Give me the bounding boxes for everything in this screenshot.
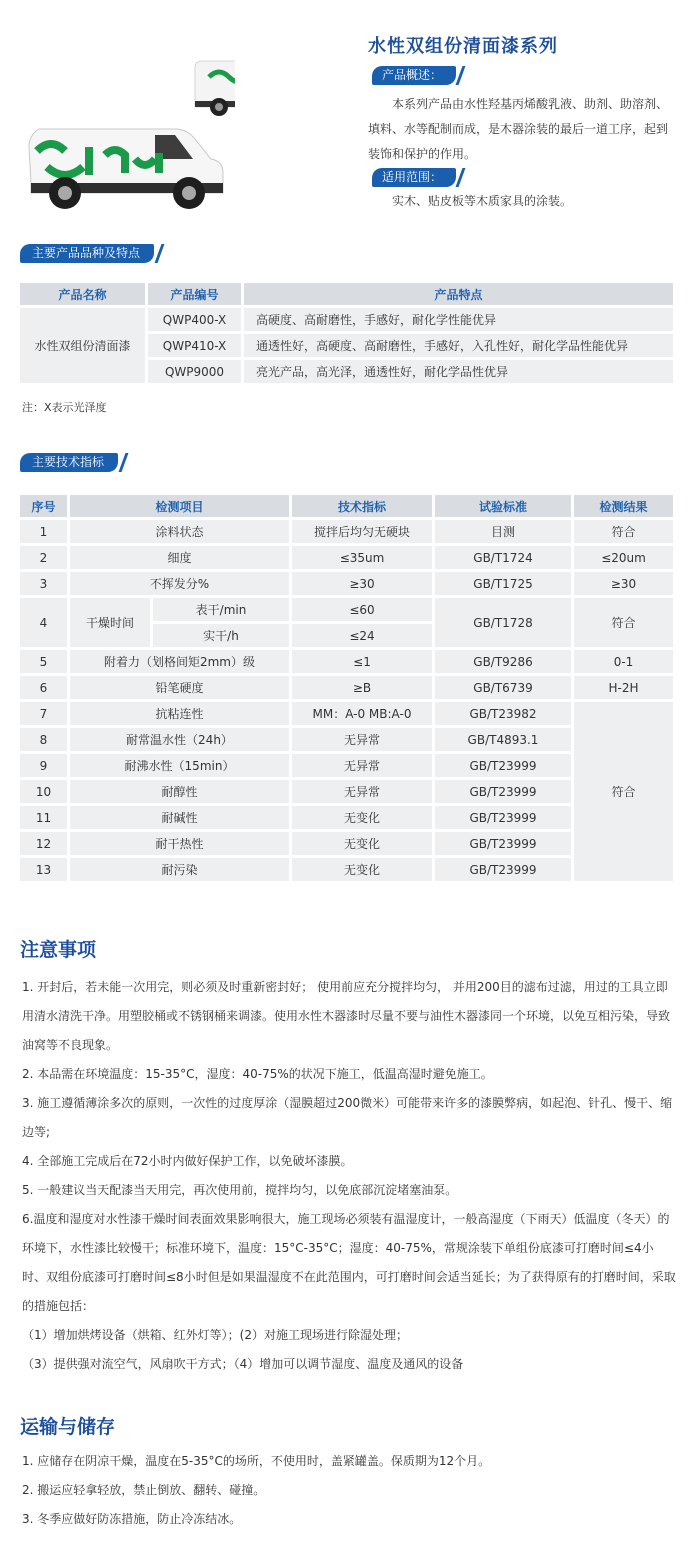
spec-item: 干燥时间 [70,598,150,647]
spec-index: ≤60 [292,598,432,621]
specs-table [17,492,676,884]
note-item: 1. 开封后，若未能一次用完，则必须及时重新密封好； 使用前应充分搅拌均匀， 并用200目的滤布过滤，用过的工具立即用清水清洗干净。用塑胶桶或不锈钢桶来调漆。使用水性木器漆时尽量不要与油性木器漆同一个环境，以免互相污染，导致油窝等不良现象。 [22,980,671,1052]
table-row [20,520,673,543]
spec-no: 9 [20,754,67,777]
spec-standard: GB/T23999 [435,780,571,803]
product-feature-cell: 通透性好，高硬度、高耐磨性，手感好，入孔性好，耐化学品性能优异 [244,334,673,357]
table-row [20,598,673,621]
spec-standard: GB/T23982 [435,702,571,725]
product-title: 水性双组份清面漆系列 [368,36,558,57]
note-item: （1）增加烘烤设备（烘箱、红外灯等）；(2）对施工现场进行除湿处理； [22,1328,408,1342]
spec-index: ≥B [292,676,432,699]
notes-title: 注意事项 [20,939,97,961]
note-item: 6.温度和湿度对水性漆干燥时间表面效果影响很大，施工现场必须装有温湿度计，一般高湿度（下雨天）低温度（冬天）的环境下，水性漆比较慢干；标准环境下，温度：15°C-35°C；湿度：40-75%，常规涂装下单组份底漆可打磨时间≤4小时、双组份底漆可打磨时间≤8小时但是如果温湿度不在此范围内，可打磨时间会适当延长；为了获得原有的打磨时间，采取的措施包括： [22,1212,676,1313]
column-header: 检测结果 [574,495,673,517]
storage-item: 2. 搬运应轻拿轻放，禁止倒放、翻转、碰撞。 [22,1483,266,1497]
spec-item: 耐污染 [70,858,289,881]
spec-standard: GB/T23999 [435,806,571,829]
spec-standard: GB/T1725 [435,572,571,595]
spec-result: 符合 [574,520,673,543]
spec-result: H-2H [574,676,673,699]
spec-no: 8 [20,728,67,751]
product-code-cell: QWP9000 [148,360,241,383]
van-illustration [25,55,235,215]
hero-section [0,0,693,235]
notes-list [22,973,677,1379]
column-header: 试验标准 [435,495,571,517]
spec-standard: GB/T23999 [435,754,571,777]
spec-item: 涂料状态 [70,520,289,543]
gloss-note: 注：X表示光泽度 [22,401,107,414]
spec-no: 6 [20,676,67,699]
scope-label: 适用范围： [372,168,456,187]
note-item: （3）提供强对流空气，风扇吹干方式；（4）增加可以调节湿度、温度及通风的设备 [22,1357,464,1371]
spec-subitem: 实干/h [153,624,289,647]
spec-index: ≥30 [292,572,432,595]
specs-section-label: 主要技术指标 [20,453,118,472]
spec-item: 耐常温水性（24h） [70,728,289,751]
spec-index: 无异常 [292,728,432,751]
spec-item: 不挥发分% [70,572,289,595]
spec-item: 铅笔硬度 [70,676,289,699]
table-row [20,650,673,673]
note-item: 4. 全部施工完成后在72小时内做好保护工作，以免破坏漆膜。 [22,1154,353,1168]
spec-standard: GB/T6739 [435,676,571,699]
spec-standard: GB/T9286 [435,650,571,673]
spec-item: 耐醇性 [70,780,289,803]
product-feature-cell: 高硬度、高耐磨性，手感好，耐化学性能优异 [244,308,673,331]
spec-subitem: 表干/min [153,598,289,621]
overview-text: 本系列产品由水性羟基丙烯酸乳液、助剂、助溶剂、填料、水等配制而成，是木器涂装的最后一道工序，起到装饰和保护的作用。 [368,97,669,161]
spec-result: ≥30 [574,572,673,595]
spec-no: 3 [20,572,67,595]
products-section-label: 主要产品品种及特点 [20,244,154,263]
spec-no: 7 [20,702,67,725]
column-header: 序号 [20,495,67,517]
spec-standard: GB/T1728 [435,598,571,647]
spec-standard: GB/T23999 [435,832,571,855]
spec-index: 无异常 [292,754,432,777]
spec-result: 0-1 [574,650,673,673]
spec-index: ≤1 [292,650,432,673]
spec-no: 2 [20,546,67,569]
spec-result: ≤20um [574,546,673,569]
spec-no: 12 [20,832,67,855]
spec-standard: GB/T1724 [435,546,571,569]
table-header-row [20,283,673,305]
storage-title: 运输与储存 [20,1416,116,1438]
overview-label: 产品概述： [372,66,456,85]
table-row [20,308,673,331]
spec-index: 搅拌后均匀无硬块 [292,520,432,543]
spec-no: 5 [20,650,67,673]
column-header: 检测项目 [70,495,289,517]
spec-item: 耐碱性 [70,806,289,829]
products-table [17,280,676,386]
column-header: 产品名称 [20,283,145,305]
spec-item: 附着力（划格间矩2mm）级 [70,650,289,673]
spec-index: ≤35um [292,546,432,569]
product-name-cell: 水性双组份清面漆 [20,308,145,383]
table-row [20,702,673,725]
product-feature-cell: 亮光产品，高光泽，通透性好，耐化学品性优异 [244,360,673,383]
storage-item: 3. 冬季应做好防冻措施，防止冷冻结冰。 [22,1512,242,1526]
spec-item: 抗粘连性 [70,702,289,725]
storage-list [22,1447,677,1534]
column-header: 产品特点 [244,283,673,305]
spec-result-merged: 符合 [574,702,673,881]
spec-index: 无异常 [292,780,432,803]
spec-no: 13 [20,858,67,881]
table-header-row [20,495,673,517]
column-header: 技术指标 [292,495,432,517]
spec-standard: 目测 [435,520,571,543]
spec-result: 符合 [574,598,673,647]
spec-index: 无变化 [292,858,432,881]
spec-index: 无变化 [292,806,432,829]
spec-item: 耐干热性 [70,832,289,855]
spec-index: 无变化 [292,832,432,855]
spec-index: MM：A-0 MB:A-0 [292,702,432,725]
spec-no: 1 [20,520,67,543]
spec-no: 4 [20,598,67,647]
table-row [20,676,673,699]
column-header: 产品编号 [148,283,241,305]
product-code-cell: QWP400-X [148,308,241,331]
table-row [20,546,673,569]
spec-item: 细度 [70,546,289,569]
spec-no: 11 [20,806,67,829]
scope-text: 实木、贴皮板等木质家具的涂装。 [392,194,573,208]
spec-standard: GB/T23999 [435,858,571,881]
spec-standard: GB/T4893.1 [435,728,571,751]
product-code-cell: QWP410-X [148,334,241,357]
spec-no: 10 [20,780,67,803]
table-row [20,572,673,595]
note-item: 3. 施工遵循薄涂多次的原则，一次性的过度厚涂（湿膜超过200微米）可能带来许多的漆膜弊病，如起泡、针孔、慢干、缩边等; [22,1096,673,1139]
spec-item: 耐沸水性（15min） [70,754,289,777]
storage-item: 1. 应储存在阴凉干燥，温度在5-35°C的场所，不使用时，盖紧罐盖。保质期为12个月。 [22,1454,491,1468]
note-item: 5. 一般建议当天配漆当天用完，再次使用前，搅拌均匀，以免底部沉淀堵塞油泵。 [22,1183,458,1197]
spec-index: ≤24 [292,624,432,647]
note-item: 2. 本品需在环境温度：15-35°C，湿度：40-75%的状况下施工，低温高湿时避免施工。 [22,1067,493,1081]
